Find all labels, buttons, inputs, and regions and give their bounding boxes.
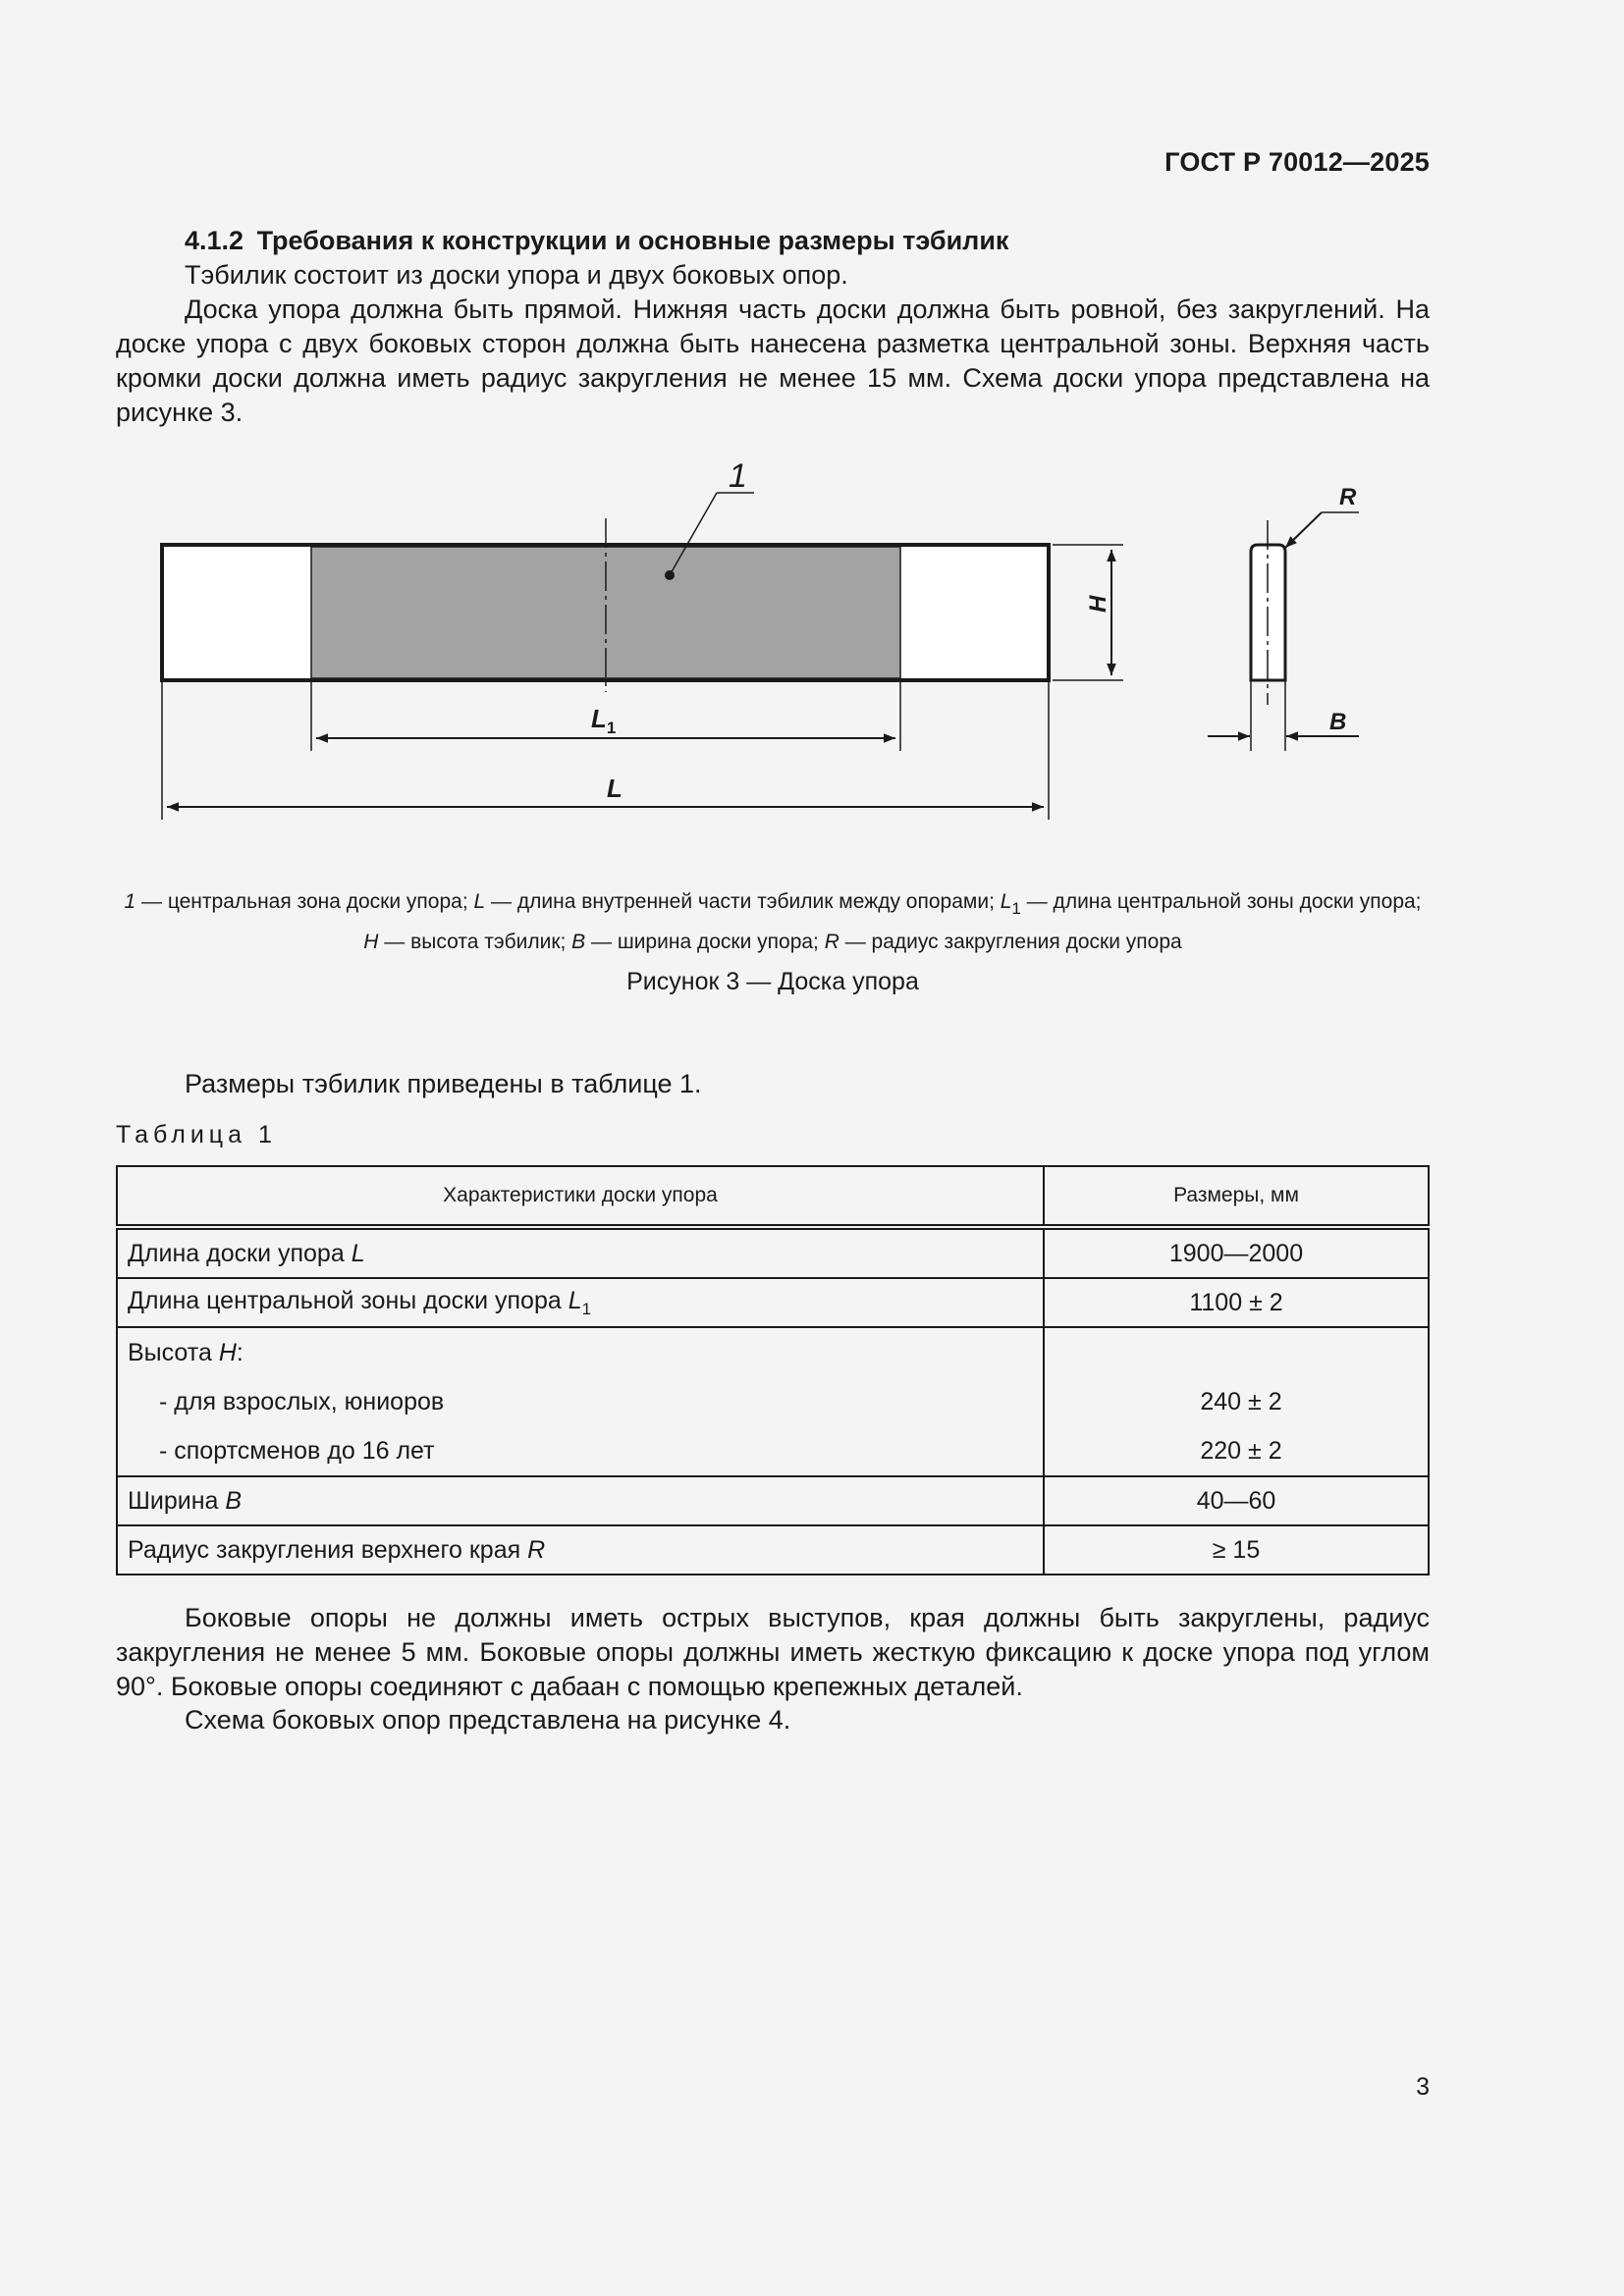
table-header-sizes: Размеры, мм <box>1044 1166 1429 1227</box>
board-diagram <box>147 452 1384 844</box>
figure-legend: 1 — центральная зона доски упора; L — длина внутренней части тэбилик между опорами; $L_1$ — длина центральной зоны доски упора; H — высота тэбилик; B — ширина доски упора; R — радиус закругления доски упора <box>124 890 1422 953</box>
table-label: Таблица 1 <box>116 1121 277 1148</box>
table-header-characteristics: Характеристики доски упора <box>117 1166 1044 1227</box>
dimensions-table <box>116 1165 1430 1575</box>
paragraph-1: Тэбилик состоит из доски упора и двух боковых опор. <box>185 260 848 290</box>
figure-title: Рисунок 3 — Доска упора <box>626 968 919 995</box>
paragraph-4: Схема боковых опор представлена на рисунке 4. <box>185 1705 791 1735</box>
section-number: 4.1.2 <box>185 226 244 255</box>
dim-label-R: R <box>1339 484 1357 510</box>
paragraph-3: Боковые опоры не должны иметь острых выступов, края должны быть закруглены, радиус закругления не менее 5 мм. Боковые опоры должны иметь жесткую фиксацию к доске упора под углом 90°. Боковые опоры соединяют с дабаан с помощью крепежных деталей. <box>116 1603 1430 1701</box>
table-row: Высота H: - для взрослых, юниоров - спортсменов до 16 лет 240 ± 2 220 ± 2 <box>117 1327 1429 1476</box>
document-header: ГОСТ Р 70012—2025 <box>1164 147 1430 177</box>
page-number: 3 <box>1416 2073 1430 2101</box>
svg-text:L1 <box>591 704 616 737</box>
dim-label-L1-sub: 1 <box>606 719 617 737</box>
table-row: Радиус закругления верхнего края R ≥ 15 <box>117 1525 1429 1575</box>
callout-number: 1 <box>729 457 747 495</box>
table-row: Длина центральной зоны доски упора $L_1$ 1100 ± 2 <box>117 1278 1429 1327</box>
section-title: Требования к конструкции и основные размеры тэбилик <box>256 226 1009 255</box>
table-intro: Размеры тэбилик приведены в таблице 1. <box>185 1069 702 1098</box>
section-heading <box>116 224 1430 258</box>
table-row: Длина доски упора L 1900—2000 <box>117 1227 1429 1278</box>
dim-label-L1: L <box>591 704 607 733</box>
table-row: Ширина B 40—60 <box>117 1476 1429 1525</box>
dim-label-L: L <box>607 774 623 803</box>
dim-label-B: B <box>1329 709 1347 735</box>
dim-label-H: H <box>1085 595 1111 613</box>
paragraph-2: Доска упора должна быть прямой. Нижняя часть доски должна быть ровной, без закруглений. На доске упора с двух боковых сторон должна быть нанесена разметка центральной зоны. Верхняя часть кромки доски должна иметь радиус закругления не менее 15 мм. Схема доски упора представлена на рисунке 3. <box>116 294 1430 427</box>
